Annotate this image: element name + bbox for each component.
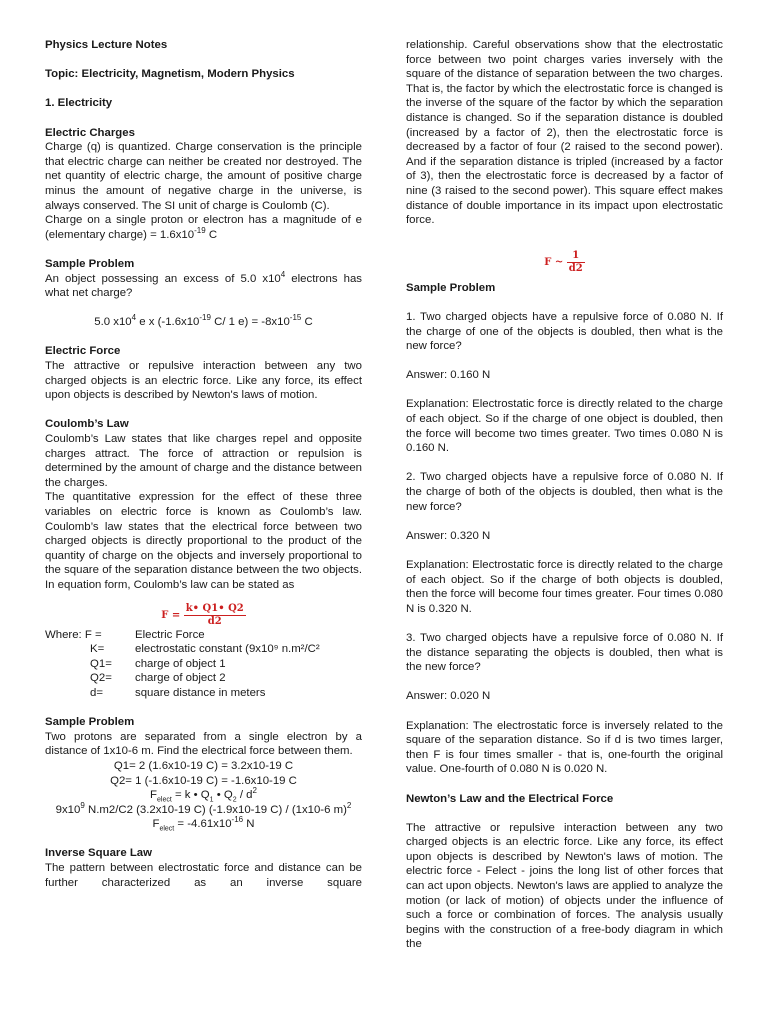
answer-2: Answer: 0.320 N xyxy=(406,529,491,542)
paragraph-electric-force: The attractive or repulsive interaction between any two charged objects is an electric force. Like any force, its effect upon objects is described by Newton's laws of motion. xyxy=(45,360,362,402)
heading-sample-problem-2: Sample Problem xyxy=(45,716,135,729)
explanation-3: Explanation: The electrostatic force is inversely related to the square of the separation distance. So if d is two times larger, then F is four times smaller - that is, one-fourth the original value. One-fourth of 0.080 N is 0.020 N. xyxy=(406,719,723,776)
calc-line-substitution: $9x10^9$ N.m2/C2 (3.2x10-19 C) (-1.9x10-19 C) / (1x10-6 m)$^2$ xyxy=(55,800,352,816)
paragraph-newtons-law: The attractive or repulsive interaction between any two charged objects is an electric force. Like any force, its effect upon objects is described by Newton's laws of motion. The electric force - Felect - joins the long list of other forces that can act upon objects. Newton's laws are applied to analyze the motion (or lack of motion) of objects under the influence of such a force or combination of forces. The analysis usually begins with the construction of a free-body diagram in which the xyxy=(406,821,723,951)
answer-1: Answer: 0.160 N xyxy=(406,369,491,382)
calc-line-result: $F_{elect} = -4.61x10^{-16}$ N xyxy=(152,815,255,833)
formula-denominator: d2 xyxy=(207,615,222,627)
paragraph-elementary-charge: Charge on a single proton or electron has a magnitude of e (elementary charge) = $1.6x10^{-19}$ C xyxy=(45,214,362,241)
heading-sample-problem-1: Sample Problem xyxy=(45,257,135,270)
formula-numerator: k• Q1• Q2 xyxy=(185,602,244,614)
question-1: 1. Two charged objects have a repulsive force of 0.080 N. If the charge of one of the objects is doubled, then what is the new force? xyxy=(406,310,723,353)
document-title: Physics Lecture Notes xyxy=(45,39,168,51)
topic-line: Topic: Electricity, Magnetism, Modern Physics xyxy=(45,68,295,81)
calc-line-q2: Q2= 1 (-1.6x10-19 C) = -1.6x10-19 C xyxy=(110,774,297,787)
heading-electric-charges: Electric Charges xyxy=(45,126,135,139)
paragraph-charges: Charge (q) is quantized. Charge conservation is the principle that electric charge can neither be created nor destroyed. The net quantity of electric charge, the amount of positive charge minus the amount of negative charge in the universe, is always conserved. The SI unit of charge is Coulomb (C). xyxy=(45,141,362,212)
equation-net-charge: 5.0 $x10^4$ e x ($-1.6x10^{-19}$ C/ 1 $e) = -8x10^{-15}$ C xyxy=(94,313,313,329)
question-2: 2. Two charged objects have a repulsive force of 0.080 N. If the charge of both of the objects is doubled, then what is the new force? xyxy=(406,471,723,513)
answer-3: Answer: 0.020 N xyxy=(406,690,491,703)
right-column xyxy=(406,38,723,952)
heading-newtons-law: Newton’s Law and the Electrical Force xyxy=(406,792,614,805)
paragraph-inverse-square-law: The pattern between electrostatic force and distance can be further characterized as an inverse square xyxy=(45,862,362,889)
left-column xyxy=(45,38,362,890)
inverse-square-formula: F ~ $\frac{1}{d2}$ xyxy=(544,249,583,274)
heading-inverse-square-law: Inverse Square Law xyxy=(45,847,152,860)
paragraph-coulombs-law-2: The quantitative expression for the effect of these three variables on electric force is known as Coulomb’s law. Coulomb’s law states that the electrical force between two charged objects is directly proportional to the product of the quantity of charge on the objects and inversely proportional to the square of the separation distance between the two objects. In equation form, Coulomb’s law can be stated as xyxy=(45,491,362,591)
paragraph-sample-problem-1: An object possessing an excess of 5.0 $x10^4$ electrons has what net charge? xyxy=(45,269,362,300)
heading-coulombs-law: Coulomb’s Law xyxy=(45,418,129,431)
calc-line-q1: Q1= 2 (1.6x10-19 C) = 3.2x10-19 C xyxy=(113,759,294,772)
question-3: 3. Two charged objects have a repulsive force of 0.080 N. If the distance separating the objects is doubled, then what is the new force? xyxy=(406,631,723,674)
variable-definitions: Where: F = Electric Force K= electrostatic constant (9x10⁹ n.m²/C² Q1= charge of object 1 Q2= charge of object 2 d= square distance in meters xyxy=(45,628,320,699)
formula-numerator: 1 xyxy=(567,250,585,263)
coulombs-law-formula: F = $\frac{k• Q1• Q2}{d2}$ xyxy=(161,602,244,627)
paragraph-coulombs-law-1: Coulomb’s Law states that like charges repel and opposite charges attract. The force of attraction or repulsion is determined by the amount of charge and the distance between the charges. xyxy=(45,433,362,489)
formula-denominator: d2 xyxy=(568,262,583,274)
heading-sample-problem-3: Sample Problem xyxy=(406,281,496,294)
paragraph-inverse-square-continued: relationship. Careful observations show that the electrostatic force between two point charges varies inversely with the square of the distance of separation between the two charges. That is, the factor by which the electrostatic force is changed is the inverse of the square of the factor by which the separation distance is changed. So if the separation distance is doubled (increased by a factor of 2), then the electrostatic force is decreased by a factor of four (2 raised to the second power). And if the separation distance is tripled (increased by a factor of 3), then the electrostatic force is decreased by a factor of nine (3 raised to the second power). This square effect makes distance of double importance in its impact upon electrostatic force. xyxy=(406,39,723,227)
calc-line-formula: $F_{elect} = k$ • $Q_1$ • $Q_2 / d^2$ xyxy=(150,786,257,804)
paragraph-sample-problem-2: Two protons are separated from a single electron by a distance of 1x10-6 m. Find the electrical force between them. xyxy=(45,730,362,758)
section-heading-electricity: 1. Electricity xyxy=(45,97,113,110)
explanation-1: Explanation: Electrostatic force is directly related to the charge of each object. So if the charge of one object is doubled, then the force will become two times greater. Two times 0.080 N is 0.160 N. xyxy=(406,398,723,455)
explanation-2: Explanation: Electrostatic force is directly related to the charge of each object. So if the charge of both objects is doubled, then the force will become four times greater. Four times 0.080 N is 0.320 N. xyxy=(406,559,723,615)
heading-electric-force: Electric Force xyxy=(45,345,121,358)
